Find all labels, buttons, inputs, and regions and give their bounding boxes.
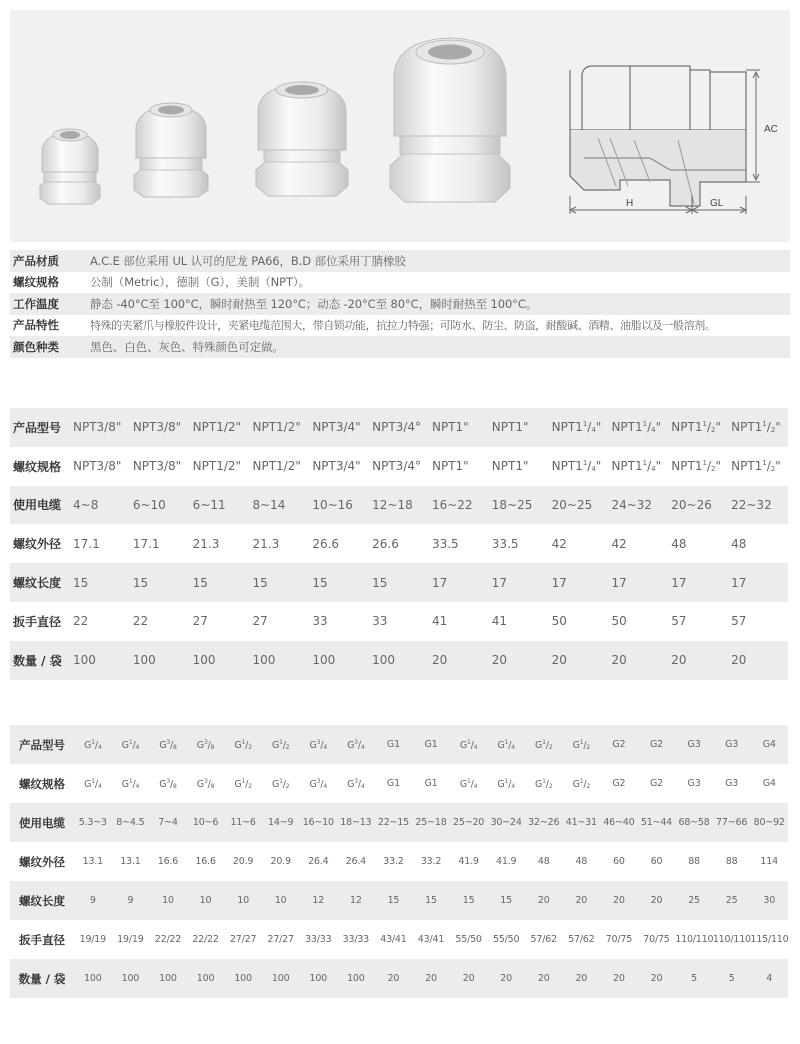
- table-cell: 15: [487, 881, 525, 920]
- table-cell: 50: [551, 614, 567, 629]
- table-cell: 20: [489, 641, 549, 680]
- table-cell: 5: [713, 959, 751, 998]
- table-cell: NPT3/4°: [372, 459, 421, 474]
- cable-gland-small: [40, 129, 100, 204]
- table-cell: 22: [132, 614, 149, 629]
- table-cell: 18~13: [337, 803, 375, 842]
- table-cell: 19/19: [117, 934, 144, 945]
- table-cell: NPT3/4": [309, 408, 369, 447]
- row-header: 扳手直径: [19, 932, 65, 947]
- table-cell: 88: [725, 856, 738, 867]
- table-cell: 5.3~3: [74, 803, 112, 842]
- table-cell: 6~11: [190, 486, 250, 525]
- table-cell: 100: [70, 641, 130, 680]
- table-cell: 100: [309, 641, 369, 680]
- cross-section-diagram: [570, 66, 760, 214]
- spec-row-thread: [10, 272, 790, 294]
- table-cell: 100: [249, 641, 309, 680]
- table-cell: $G^1/_4$: [497, 777, 515, 790]
- table-cell: 20: [563, 959, 601, 998]
- table-row: [10, 959, 788, 998]
- spec-row-features: [10, 315, 790, 337]
- table-cell: 12: [299, 881, 337, 920]
- table-cell: 51~44: [638, 803, 676, 842]
- table-row: [10, 486, 788, 525]
- table-cell: NPT3/8": [70, 408, 130, 447]
- table-cell: G3: [687, 778, 701, 789]
- cable-gland-medium: [134, 103, 208, 197]
- table-cell: $G^1/_4$: [112, 725, 150, 764]
- table-cell: 8~4.5: [112, 803, 150, 842]
- table-cell: 110/110: [712, 934, 751, 945]
- table-cell: 100: [130, 641, 190, 680]
- table-cell: NPT1": [491, 459, 529, 474]
- table-cell: 9: [112, 881, 150, 920]
- table-cell: NPT1/2": [190, 408, 250, 447]
- table-cell: 15: [375, 881, 413, 920]
- table-cell: 41: [431, 614, 448, 629]
- table-cell: 68~58: [675, 803, 713, 842]
- table-cell: 20: [638, 959, 676, 998]
- table-cell: $G^1/_4$: [84, 777, 102, 790]
- table-cell: 15: [412, 881, 450, 920]
- table-cell: 10: [224, 881, 262, 920]
- table-cell: 20~25: [549, 486, 609, 525]
- table-cell: 12: [337, 881, 375, 920]
- table-cell: 20.9: [270, 856, 291, 867]
- table-cell: $G^1/_4$: [121, 777, 140, 790]
- table-cell: 33/33: [305, 934, 332, 945]
- table-cell: 10: [149, 881, 187, 920]
- table-row: [10, 764, 788, 803]
- table-cell: 20: [600, 959, 638, 998]
- row-header: 产品型号: [10, 725, 74, 764]
- table-cell: 15: [249, 563, 309, 602]
- table-cell: 48: [671, 536, 687, 551]
- table-cell: 10~16: [309, 486, 369, 525]
- table-cell: 17.1: [132, 536, 160, 551]
- table-cell: $G^1/_4$: [74, 725, 112, 764]
- table-cell: 25~18: [412, 803, 450, 842]
- table-cell: 60: [650, 856, 663, 867]
- table-cell: 18~25: [489, 486, 549, 525]
- table-cell: 33.2: [420, 856, 442, 867]
- table-cell: $G^1/_4$: [459, 777, 478, 790]
- table-cell: 22/22: [154, 934, 182, 945]
- table-cell: $G^3/_4$: [299, 725, 337, 764]
- table-cell: 27: [252, 614, 268, 629]
- table-cell: $G^1/_2$: [572, 777, 591, 790]
- table-cell: 17: [608, 563, 668, 602]
- row-header: 扳手直径: [13, 614, 62, 629]
- table-cell: 55/50: [492, 934, 520, 945]
- table-cell: NPT1": [489, 408, 549, 447]
- table-cell: $NPT1^1/_4$": [551, 459, 602, 474]
- table-cell: 8~14: [249, 486, 309, 525]
- table-cell: 60: [613, 856, 625, 867]
- product-hero-panel: [10, 10, 790, 242]
- table-cell: 21.3: [252, 536, 280, 551]
- table-cell: 80~92: [750, 803, 788, 842]
- table-cell: 46~40: [600, 803, 638, 842]
- table-cell: $NPT1^1/_4$": [549, 408, 609, 447]
- row-header: 数量 / 袋: [10, 959, 74, 998]
- row-header: 数量 / 袋: [10, 641, 70, 680]
- table-cell: 70/75: [605, 934, 633, 945]
- table-cell: 100: [369, 641, 429, 680]
- table-cell: 20.9: [232, 856, 254, 867]
- table-cell: 15: [190, 563, 250, 602]
- table-cell: 13.1: [120, 856, 141, 867]
- table-cell: 100: [112, 959, 150, 998]
- table-cell: 22: [73, 614, 89, 629]
- table-cell: 43/41: [417, 934, 445, 945]
- table-cell: 26.6: [312, 536, 340, 551]
- table-cell: 48: [731, 536, 747, 551]
- spec-text: A.C.E 部位采用 UL 认可的尼龙 PA66，B.D 部位采用丁腈橡胶: [90, 253, 406, 268]
- table-cell: 20: [728, 641, 788, 680]
- table-cell: G1: [424, 778, 438, 789]
- table-cell: 25~20: [450, 803, 488, 842]
- table-cell: 22~15: [375, 803, 413, 842]
- table-cell: 17: [728, 563, 788, 602]
- table-cell: $NPT1^1/_2$": [668, 408, 728, 447]
- table-cell: 17.1: [73, 536, 100, 551]
- table-cell: $G^1/_2$: [224, 725, 262, 764]
- table-cell: NPT3/8": [132, 459, 182, 474]
- npt-spec-table: [10, 408, 788, 680]
- table-cell: G1: [412, 725, 450, 764]
- table-cell: 30~24: [487, 803, 525, 842]
- table-cell: 7~4: [149, 803, 187, 842]
- table-cell: 57: [731, 614, 747, 629]
- spec-text: 公制（Metric），德制（G），美制（NPT）。: [90, 275, 310, 290]
- table-cell: 25: [675, 881, 713, 920]
- table-cell: 22~32: [728, 486, 788, 525]
- table-cell: G1: [375, 725, 413, 764]
- table-cell: $G^3/_8$: [187, 725, 225, 764]
- table-cell: 6~10: [130, 486, 190, 525]
- table-cell: 15: [70, 563, 130, 602]
- cable-gland-xlarge: [390, 38, 510, 202]
- table-row: [10, 563, 788, 602]
- row-header: 螺纹外径: [13, 537, 62, 552]
- table-cell: 24~32: [608, 486, 668, 525]
- table-cell: 30: [750, 881, 788, 920]
- table-cell: 15: [450, 881, 488, 920]
- table-cell: 114: [760, 856, 778, 867]
- table-cell: 20: [600, 881, 638, 920]
- table-cell: 26.4: [308, 856, 329, 867]
- table-cell: $G^3/_8$: [196, 777, 215, 790]
- table-row: [10, 447, 788, 486]
- table-cell: G3: [675, 725, 713, 764]
- table-cell: G2: [649, 778, 663, 789]
- table-cell: $G^1/_4$: [487, 725, 525, 764]
- spec-label: 颜色种类: [13, 339, 59, 354]
- table-cell: 100: [262, 959, 300, 998]
- table-cell: 48: [575, 856, 588, 867]
- table-cell: 100: [149, 959, 187, 998]
- table-cell: 20: [429, 641, 489, 680]
- table-cell: 41~31: [563, 803, 601, 842]
- table-cell: 42: [611, 536, 627, 551]
- table-cell: 33: [312, 614, 328, 629]
- table-cell: 21.3: [192, 536, 220, 551]
- table-cell: 57: [671, 614, 687, 629]
- table-cell: 33.5: [431, 536, 459, 551]
- table-cell: $G^1/_2$: [271, 777, 290, 790]
- row-header: 螺纹长度: [10, 563, 70, 602]
- table-cell: 20: [638, 881, 676, 920]
- row-header: 产品型号: [10, 408, 70, 447]
- table-cell: G1: [386, 778, 400, 789]
- spec-label: 产品材质: [13, 253, 59, 268]
- table-cell: NPT1/2": [249, 408, 309, 447]
- spec-list: [10, 250, 790, 358]
- table-cell: 17: [549, 563, 609, 602]
- table-cell: $G^1/_2$: [563, 725, 601, 764]
- table-cell: 5: [675, 959, 713, 998]
- table-cell: 55/50: [455, 934, 482, 945]
- table-cell: 10: [262, 881, 300, 920]
- table-cell: G3: [713, 725, 751, 764]
- g-spec-table: [10, 725, 788, 998]
- table-cell: 14~9: [262, 803, 300, 842]
- table-cell: 17: [668, 563, 728, 602]
- table-row: [10, 602, 788, 641]
- spec-label: 工作温度: [13, 296, 59, 311]
- table-cell: $G^1/_2$: [525, 725, 563, 764]
- table-cell: 16.6: [195, 856, 216, 867]
- table-cell: 16~22: [429, 486, 489, 525]
- table-row: [10, 641, 788, 680]
- table-cell: G4: [750, 725, 788, 764]
- spec-row-material: [10, 250, 790, 272]
- table-cell: 15: [309, 563, 369, 602]
- table-cell: G2: [638, 725, 676, 764]
- spec-label: 螺纹规格: [13, 275, 59, 290]
- table-cell: 41.9: [495, 856, 517, 867]
- table-cell: 11~6: [224, 803, 262, 842]
- table-cell: 115/110: [750, 934, 789, 945]
- table-cell: 20: [525, 959, 563, 998]
- table-cell: NPT1": [429, 408, 489, 447]
- table-row: [10, 725, 788, 764]
- spec-text: 特殊的夹紧爪与橡胶件设计，夹紧电缆范围大，带自锁功能，抗拉力特强；可防水、防尘、防盗，耐酸碱、酒精、油脂以及一般溶剂。: [90, 319, 716, 333]
- table-cell: 57/62: [568, 934, 595, 945]
- spec-text: 黑色、白色、灰色、特殊颜色可定做。: [90, 339, 284, 354]
- table-cell: 20: [450, 959, 488, 998]
- table-cell: 20: [487, 959, 525, 998]
- table-cell: NPT1/2": [252, 459, 301, 474]
- table-cell: 17: [429, 563, 489, 602]
- table-cell: 100: [337, 959, 375, 998]
- table-cell: 100: [190, 641, 250, 680]
- table-row: [10, 803, 788, 842]
- table-cell: $G^1/_2$: [234, 777, 252, 790]
- table-cell: $G^1/_4$: [450, 725, 488, 764]
- table-cell: 100: [224, 959, 262, 998]
- table-cell: 15: [130, 563, 190, 602]
- table-cell: 32~26: [525, 803, 563, 842]
- table-cell: G2: [612, 778, 626, 789]
- table-cell: 33.2: [383, 856, 404, 867]
- table-cell: G2: [600, 725, 638, 764]
- table-row: [10, 408, 788, 447]
- table-cell: 20: [608, 641, 668, 680]
- dimension-gl-label: GL: [710, 198, 724, 209]
- table-cell: 20: [525, 881, 563, 920]
- table-row: [10, 524, 788, 563]
- table-cell: 20~26: [668, 486, 728, 525]
- table-cell: $NPT1^1/_2$": [728, 408, 788, 447]
- table-cell: 43/41: [380, 934, 407, 945]
- product-illustration: [10, 10, 790, 242]
- table-cell: 4~8: [70, 486, 130, 525]
- table-cell: 100: [187, 959, 225, 998]
- table-cell: 27/27: [267, 934, 294, 945]
- table-cell: 42: [551, 536, 567, 551]
- table-cell: 26.4: [345, 856, 367, 867]
- table-cell: $G^1/_2$: [535, 777, 553, 790]
- dimension-ac-label: AC: [764, 124, 778, 135]
- spec-label: 产品特性: [13, 318, 59, 333]
- table-cell: $NPT1^1/_2$": [671, 459, 721, 474]
- table-cell: NPT1/2": [192, 459, 242, 474]
- table-cell: 57/62: [530, 934, 557, 945]
- row-header: 使用电缆: [10, 486, 70, 525]
- table-cell: 15: [369, 563, 429, 602]
- table-cell: 33: [372, 614, 388, 629]
- table-cell: NPT3/4°: [369, 408, 429, 447]
- table-cell: 20: [549, 641, 609, 680]
- cable-gland-large: [256, 82, 348, 196]
- table-cell: $G^3/_8$: [159, 777, 177, 790]
- table-cell: NPT3/8": [73, 459, 122, 474]
- table-row: [10, 920, 788, 959]
- table-cell: 16~10: [299, 803, 337, 842]
- table-cell: 4: [750, 959, 788, 998]
- table-cell: 77~66: [713, 803, 751, 842]
- table-cell: 110/110: [675, 934, 714, 945]
- table-cell: $NPT1^1/_4$": [608, 408, 668, 447]
- row-header: 螺纹长度: [10, 881, 74, 920]
- table-cell: 20: [412, 959, 450, 998]
- spec-row-colors: [10, 336, 790, 358]
- table-cell: 9: [74, 881, 112, 920]
- table-cell: 33.5: [491, 536, 519, 551]
- row-header: 螺纹外径: [19, 854, 65, 869]
- table-cell: 10~6: [187, 803, 225, 842]
- table-cell: 48: [537, 856, 550, 867]
- table-cell: NPT3/4": [312, 459, 361, 474]
- table-cell: G3: [725, 778, 739, 789]
- table-row: [10, 881, 788, 920]
- table-cell: 17: [489, 563, 549, 602]
- table-cell: 10: [187, 881, 225, 920]
- table-cell: G4: [762, 778, 776, 789]
- table-cell: 100: [74, 959, 112, 998]
- table-cell: 26.6: [372, 536, 399, 551]
- table-cell: 27: [192, 614, 208, 629]
- table-cell: 20: [563, 881, 601, 920]
- dimension-h-label: H: [626, 198, 634, 209]
- table-cell: 22/22: [192, 934, 219, 945]
- spec-text: 静态 -40°C至 100°C，瞬时耐热至 120°C；动态 -20°C至 80°C，瞬时耐热至 100°C。: [90, 296, 538, 311]
- table-cell: NPT3/8": [130, 408, 190, 447]
- row-header: 使用电缆: [10, 803, 74, 842]
- row-header: 螺纹规格: [19, 776, 65, 791]
- table-cell: $G^3/_4$: [347, 777, 365, 790]
- table-cell: 88: [688, 856, 700, 867]
- table-cell: 20: [375, 959, 413, 998]
- table-cell: 12~18: [369, 486, 429, 525]
- spec-row-temperature: [10, 293, 790, 315]
- table-cell: $G^3/_4$: [309, 777, 327, 790]
- row-header: 螺纹规格: [13, 459, 62, 474]
- table-cell: NPT1": [431, 459, 469, 474]
- table-cell: 13.1: [82, 856, 103, 867]
- table-row: [10, 842, 788, 881]
- table-cell: 70/75: [643, 934, 670, 945]
- table-cell: 100: [299, 959, 337, 998]
- table-cell: 19/19: [79, 934, 106, 945]
- table-cell: 16.6: [157, 856, 179, 867]
- table-cell: $G^3/_8$: [149, 725, 187, 764]
- table-cell: 41: [491, 614, 508, 629]
- table-cell: $NPT1^1/_4$": [611, 459, 662, 474]
- table-cell: 20: [668, 641, 728, 680]
- table-cell: 27/27: [229, 934, 257, 945]
- table-cell: 41.9: [458, 856, 479, 867]
- table-cell: $NPT1^1/_2$": [731, 459, 781, 474]
- table-cell: $G^1/_2$: [262, 725, 300, 764]
- table-cell: 25: [713, 881, 751, 920]
- table-cell: 50: [611, 614, 627, 629]
- table-cell: $G^3/_4$: [337, 725, 375, 764]
- table-cell: 33/33: [342, 934, 370, 945]
